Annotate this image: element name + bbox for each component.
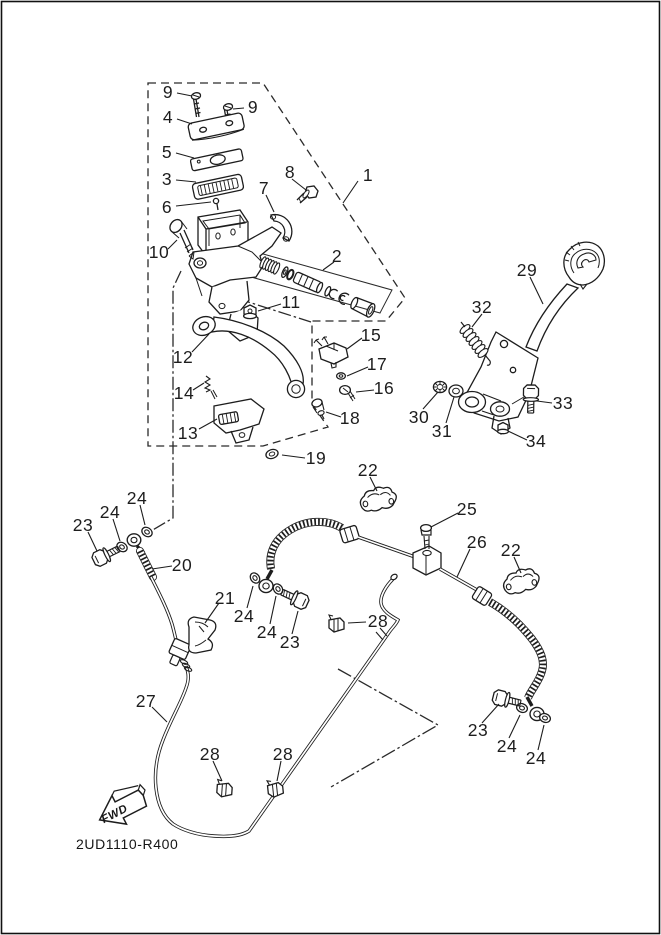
callout-14: 14 bbox=[173, 383, 195, 403]
callout-5: 5 bbox=[161, 142, 173, 162]
callout-24f: 24 bbox=[525, 748, 547, 768]
callout-25: 25 bbox=[456, 499, 478, 519]
callout-19: 19 bbox=[305, 448, 327, 468]
callout-34: 34 bbox=[525, 431, 547, 451]
callout-15: 15 bbox=[360, 325, 382, 345]
callout-28b: 28 bbox=[199, 744, 221, 764]
callout-24a: 24 bbox=[126, 488, 148, 508]
callout-3: 3 bbox=[161, 169, 173, 189]
washer-31 bbox=[449, 385, 463, 397]
callout-24c: 24 bbox=[233, 606, 255, 626]
lock-washer-30 bbox=[433, 381, 447, 393]
pivot-nut-11 bbox=[244, 305, 257, 319]
callout-24b: 24 bbox=[99, 502, 121, 522]
callout-22b: 22 bbox=[500, 540, 522, 560]
callout-28a: 28 bbox=[367, 611, 389, 631]
callout-31: 31 bbox=[431, 421, 453, 441]
callout-1: 1 bbox=[362, 165, 374, 185]
callout-4: 4 bbox=[162, 107, 174, 127]
callout-7: 7 bbox=[258, 178, 270, 198]
callout-30: 30 bbox=[408, 407, 430, 427]
callout-9b: 9 bbox=[247, 97, 259, 117]
callout-18: 18 bbox=[339, 408, 361, 428]
pipe-holder-21 bbox=[188, 617, 216, 653]
callout-10: 10 bbox=[148, 242, 170, 262]
callout-23c: 23 bbox=[467, 720, 489, 740]
page-border bbox=[2, 2, 660, 934]
callout-24e: 24 bbox=[496, 736, 518, 756]
callout-22a: 22 bbox=[357, 460, 379, 480]
callout-27: 27 bbox=[135, 691, 157, 711]
callout-29: 29 bbox=[516, 260, 538, 280]
callout-6: 6 bbox=[161, 197, 173, 217]
switch-washer-17 bbox=[337, 373, 346, 379]
callout-21: 21 bbox=[214, 588, 236, 608]
callout-28c: 28 bbox=[272, 744, 294, 764]
callout-16: 16 bbox=[373, 378, 395, 398]
callout-13: 13 bbox=[177, 423, 199, 443]
callout-2: 2 bbox=[331, 246, 343, 266]
callout-26: 26 bbox=[466, 532, 488, 552]
callout-23b: 23 bbox=[279, 632, 301, 652]
callout-12: 12 bbox=[172, 347, 194, 367]
callout-20: 20 bbox=[171, 555, 193, 575]
callout-32: 32 bbox=[471, 297, 493, 317]
callout-23a: 23 bbox=[72, 515, 94, 535]
callout-9a: 9 bbox=[162, 82, 174, 102]
pivot-nut-34 bbox=[498, 423, 509, 434]
callout-17: 17 bbox=[366, 354, 388, 374]
callout-8: 8 bbox=[284, 162, 296, 182]
callout-24d: 24 bbox=[256, 622, 278, 642]
fwd-arrow-label: FWD bbox=[99, 802, 130, 827]
callout-33: 33 bbox=[552, 393, 574, 413]
part-code: 2UD1110-R400 bbox=[76, 836, 179, 852]
callout-11: 11 bbox=[281, 292, 301, 312]
